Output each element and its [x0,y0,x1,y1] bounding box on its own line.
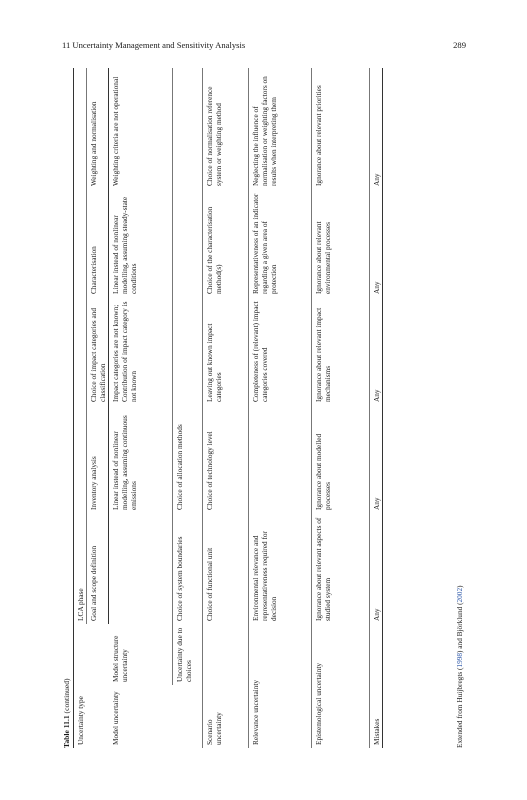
table-cell: Choice of technology level [203,405,249,513]
header-uncertainty-type: Uncertainty type [74,624,109,748]
table-cell [173,297,203,405]
table-cell: Any [370,405,383,513]
page-number: 289 [453,40,466,50]
table-cell: Choice of normalisation reference system or weighting method [203,68,249,189]
row-label: Epistemological uncertainty [312,624,370,748]
phase-header: Inventory analysis [87,405,109,513]
phase-header: Characterisation [87,189,109,297]
table-cell: Any [370,297,383,405]
table-cell: Ignorance about relevant aspects of studied system [312,513,370,624]
row-label: Model uncertainty [110,691,120,745]
table-cell [173,189,203,297]
table-cell: Impact categories are not known; Contribution of impact category is not known [111,301,139,402]
row-sublabel [203,624,249,685]
table-cell: Ignorance about modelled processes [312,405,370,513]
table-landscape [62,68,465,748]
table-cell: Representativeness of an indicator regarding a given area of protection [249,189,312,297]
table-cell: Ignorance about relevant priorities [312,68,370,189]
table-row [173,68,203,748]
table-footnote [455,585,464,748]
table-cell [173,68,203,189]
table-cell: Any [370,513,383,624]
table-cell: Ignorance about relevant environmental processes [312,189,370,297]
table-row [249,68,312,748]
table-cell: Completeness of (relevant) impact categories covered [249,297,312,405]
table-caption-label: Table 11.1 [62,715,71,748]
chapter-title: 11 Uncertainty Management and Sensitivity Analysis [62,40,246,50]
table-cell: Leaving out known impact categories [203,297,249,405]
footnote-prefix: Extended from Huijbregts ( [455,667,464,748]
phase-header: Choice of impact categories and classification [87,297,109,405]
table-caption-text: (continued) [62,678,71,714]
header-lca-phase: LCA phase [74,68,87,624]
table-cell: Neglecting the influence of normalisation or weighting factors on results when interpreting them [249,68,312,189]
table-row [370,68,383,748]
table-cell: Weighting criteria are not operational [111,76,121,186]
table-row [109,68,173,748]
table-row [203,68,249,748]
table-caption [62,678,71,748]
table-row [312,68,370,748]
footnote-suffix: ) [455,585,464,588]
table-cell [249,405,312,513]
table-cell: Linear instead of nonlinear modelling, assuming continuous emissions [111,415,139,510]
row-label: Mistakes [370,624,383,748]
table-cell: Ignorance about relevant impact mechanisms [312,297,370,405]
running-header [62,40,466,54]
table-cell: Any [370,68,383,189]
row-label: Scenario uncertainty [203,685,249,748]
table-cell: Choice of functional unit [203,513,249,624]
uncertainty-table [73,68,383,748]
table-cell: Linear instead of nonlinear modelling, assuming steady-state conditions [111,196,139,294]
phase-header: Goal and scope definition [87,513,109,624]
row-sublabel: Model structure uncertainty [110,635,129,682]
footnote-mid: ) and Björklund ( [455,602,464,653]
row-sublabel: Uncertainty due to choices [173,624,203,685]
row-label: Relevance uncertainty [249,624,312,748]
table-cell [109,513,173,624]
rotated-table-region [62,68,465,748]
table-cell: Choice of the characterisation method(s) [203,189,249,297]
phase-header: Weighting and normalisation [87,68,109,189]
table-cell: Choice of system boundaries [173,513,203,624]
table-cell: Environmental relevance and representativeness required for decision [249,513,312,624]
citation-link[interactable]: 2002 [455,587,464,603]
citation-link[interactable]: 1998 [455,652,464,668]
table-cell: Any [370,189,383,297]
table-header-row [74,68,87,748]
table-cell: Choice of allocation methods [173,405,203,513]
